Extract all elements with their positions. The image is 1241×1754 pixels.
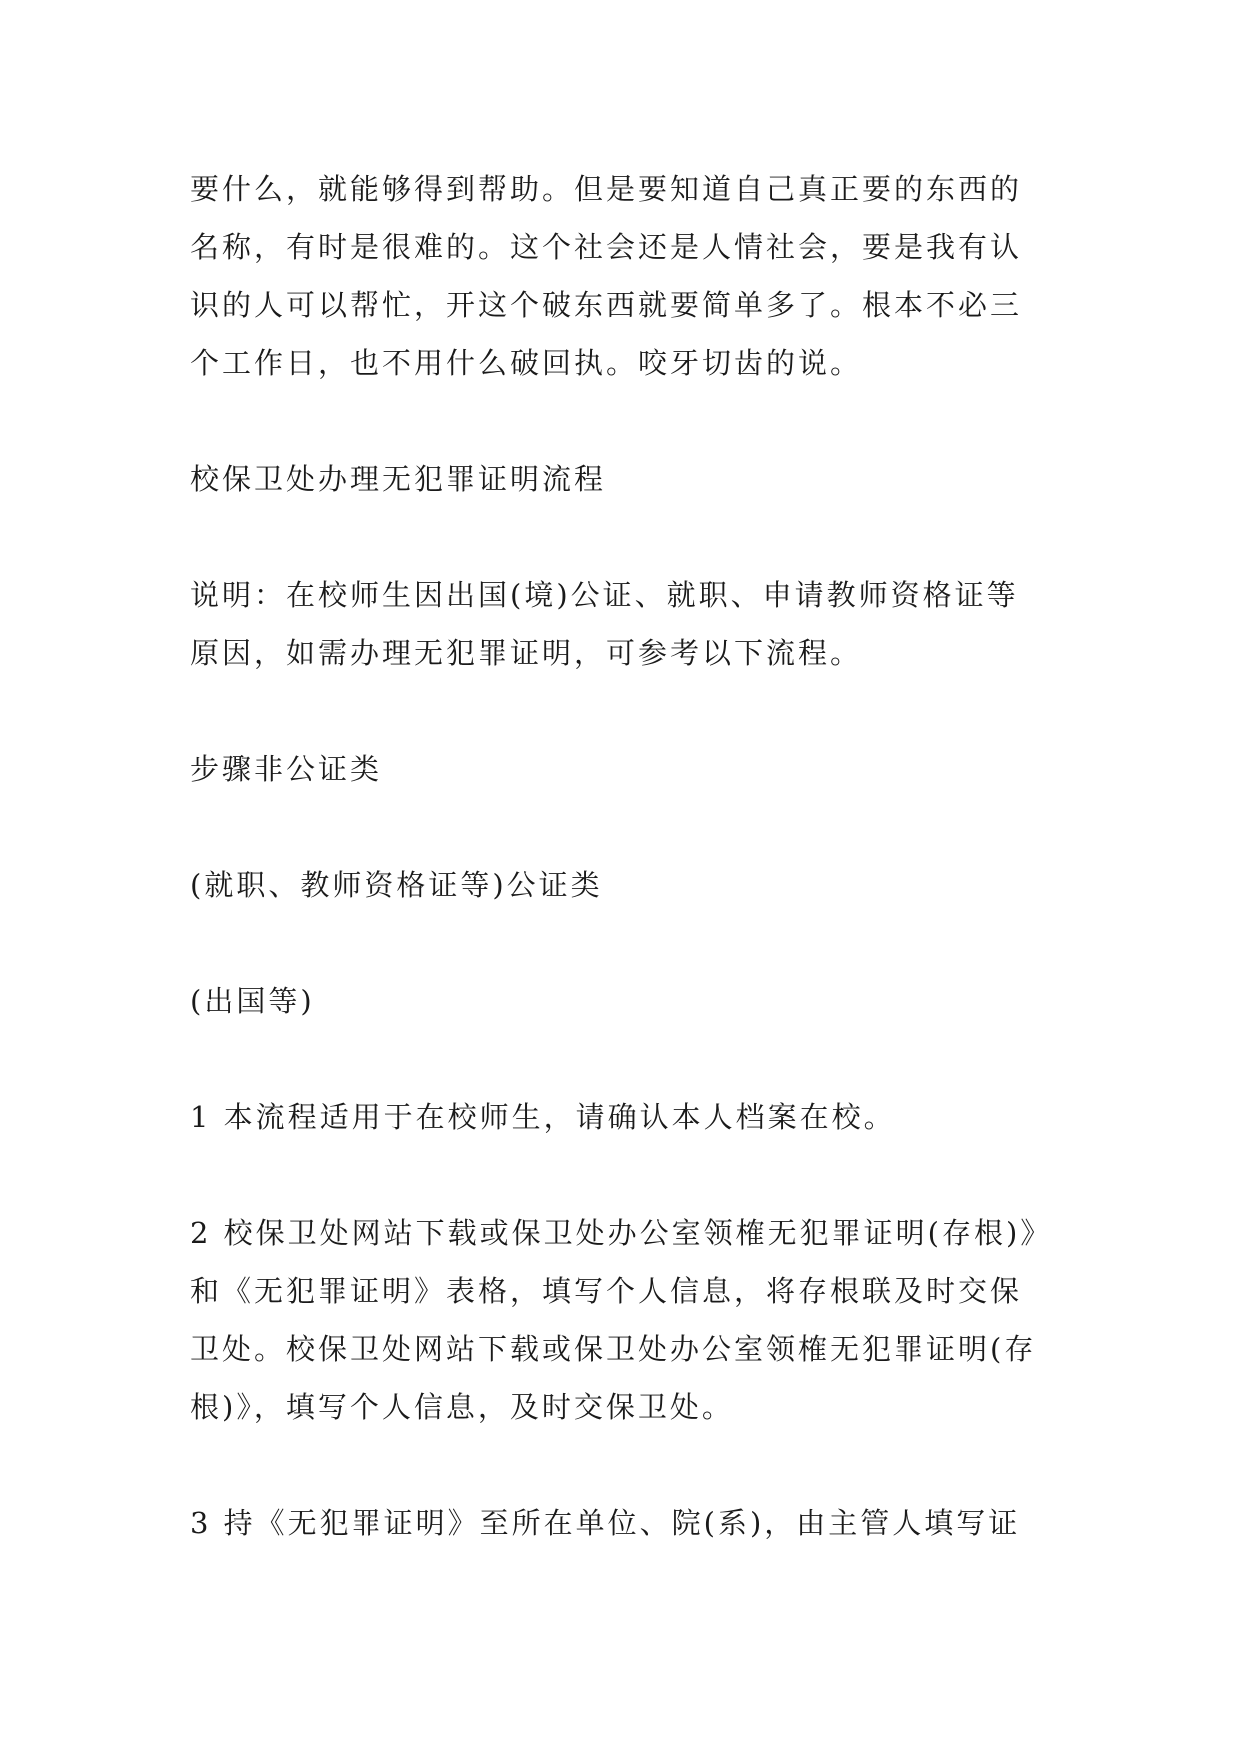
- paragraph-notary-type: (就职、教师资格证等)公证类: [190, 868, 603, 902]
- paragraph-step-3: 3 持《无犯罪证明》至所在单位、院(系)，由主管人填写证: [190, 1506, 1021, 1540]
- paragraph-steps-non-notary: 步骤非公证类: [190, 752, 383, 786]
- paragraph-going-abroad: (出国等): [190, 984, 315, 1018]
- paragraph-step-1: 1 本流程适用于在校师生，请确认本人档案在校。: [190, 1100, 896, 1134]
- document-body: [190, 160, 1070, 1610]
- section-heading: 校保卫处办理无犯罪证明流程: [190, 462, 607, 496]
- paragraph-step-2: 2 校保卫处网站下载或保卫处办公室领榷无犯罪证明(存根)》 和《无犯罪证明》表格，填写个人信息，将存根联及时交保 卫处。校保卫处网站下载或保卫处办公室领榷无犯罪证明(存 根)》，填写个人信息，及时交保卫处。: [190, 1216, 1053, 1424]
- paragraph-explanation: 说明：在校师生因出国(境)公证、就职、申请教师资格证等 原因，如需办理无犯罪证明，可参考以下流程。: [190, 578, 1019, 670]
- paragraph-intro: 要什么，就能够得到帮助。但是要知道自己真正要的东西的 名称，有时是很难的。这个社会还是人情社会，要是我有认 识的人可以帮忙，开这个破东西就要简单多了。根本不必三 个工作日，也不用什么破回执。咬牙切齿的说。: [190, 172, 1023, 380]
